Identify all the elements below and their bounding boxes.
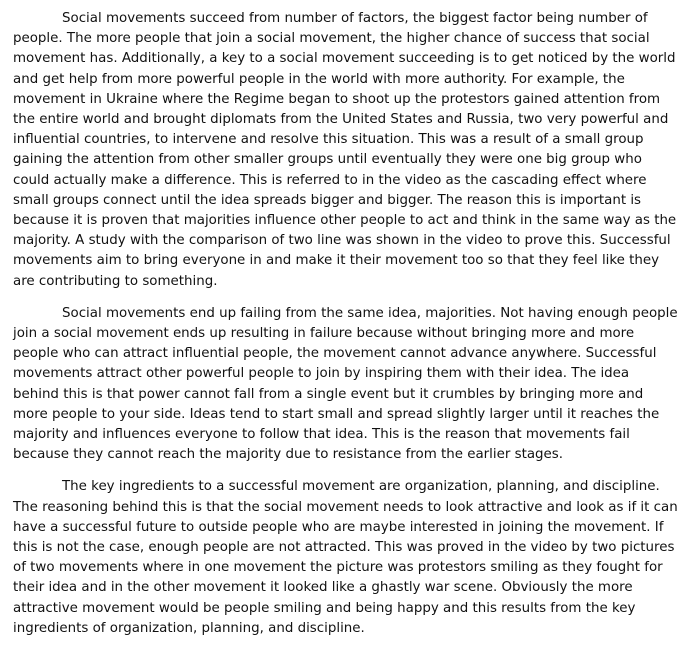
paragraph-2: Social movements end up failing from the same idea, majorities. Not having enough people join a social movement ends up resulting in failure because without bringing more and more people who can attract influential people, the movement cannot advance anywhere. Successful movements attract other powerful people to join by inspiring them with their idea. The idea behind this is that power cannot fall from a single event but it crumbles by bringing more and more people to your side. Ideas tend to start small and spread slightly larger until it reaches the majority and influences everyone to follow that idea. This is the reason that movements fail because they cannot reach the majority due to resistance from the earlier stages. <box>13 305 678 463</box>
paragraph-3: The key ingredients to a successful movement are organization, planning, and discipline. The reasoning behind this is that the social movement needs to look attractive and look as if it can have a successful future to outside people who are maybe interested in joining the movement. If this is not the case, enough people are not attracted. This was proved in the video by two pictures of two movements where in one movement the picture was protestors smiling as they fought for their idea and in the other movement it looked like a ghastly war scene. Obviously the more attractive movement would be people smiling and being happy and this results from the key ingredients of organization, planning, and discipline. <box>13 479 678 636</box>
document-body <box>13 9 678 639</box>
paragraph-1: Social movements succeed from number of factors, the biggest factor being number of people. The more people that join a social movement, the higher chance of success that social movement has. Additionally, a key to a social movement succeeding is to get noticed by the world and get help from more powerful people in the world with more authority. For example, the movement in Ukraine where the Regime began to shoot up the protestors gained attention from the entire world and brought diplomats from the United States and Russia, two very powerful and influential countries, to intervene and resolve this situation. This was a result of a small group gaining the attention from other smaller groups until eventually they were one big group who could actually make a difference. This is referred to in the video as the cascading effect where small groups connect until the idea spreads bigger and bigger. The reason this is important is because it is proven that majorities influence other people to act and think in the same way as the majority. A study with the comparison of two line was shown in the video to prove this. Successful movements aim to bring everyone in and make it their movement too so that they feel like they are contributing to something. <box>13 11 677 289</box>
